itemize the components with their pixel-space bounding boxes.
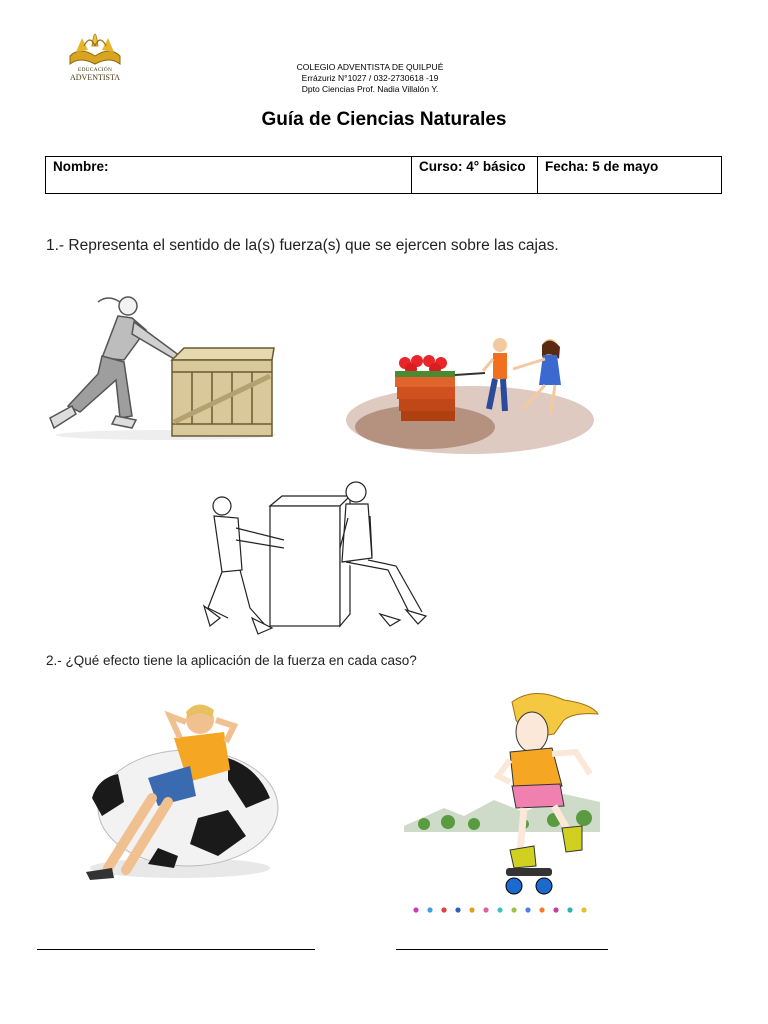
question-2: 2.- ¿Qué efecto tiene la aplicación de la fuerza en cada caso? [46,653,417,668]
student-info-table [45,156,722,194]
boy-in-soccer-beanbag-illustration [78,698,282,888]
kids-pulling-box-illustration [345,335,595,457]
logo-text-adventist: ADVENTISTA [69,73,121,82]
woman-pushing-crate-illustration [46,290,278,440]
two-men-pushing-box-illustration [200,478,435,638]
book-logo-icon [70,34,120,64]
name-cell[interactable] [46,157,412,193]
question-1: 1.- Representa el sentido de la(s) fuerza(s) que se ejercen sobre las cajas. [46,237,559,254]
dot-row-decoration [413,907,586,912]
date-label: Fecha: 5 de mayo [545,159,659,174]
answer-line-2[interactable] [396,949,608,950]
date-cell[interactable] [538,157,721,193]
course-cell[interactable] [412,157,538,193]
logo-text-education: EDUCACIÓN [77,67,113,73]
answer-line-1[interactable] [37,949,315,950]
school-name: COLEGIO ADVENTISTA DE QUILPUÉ [296,62,444,72]
department-line: Dpto Ciencias Prof. Nadia Villalón Y. [301,84,439,94]
name-label: Nombre: [53,159,109,174]
page-title: Guía de Ciencias Naturales [261,109,507,130]
girl-on-skateboard-illustration [404,690,604,918]
school-address: Errázuriz N°1027 / 032-2730618 -19 [301,73,439,83]
course-label: Curso: 4° básico [419,159,526,174]
